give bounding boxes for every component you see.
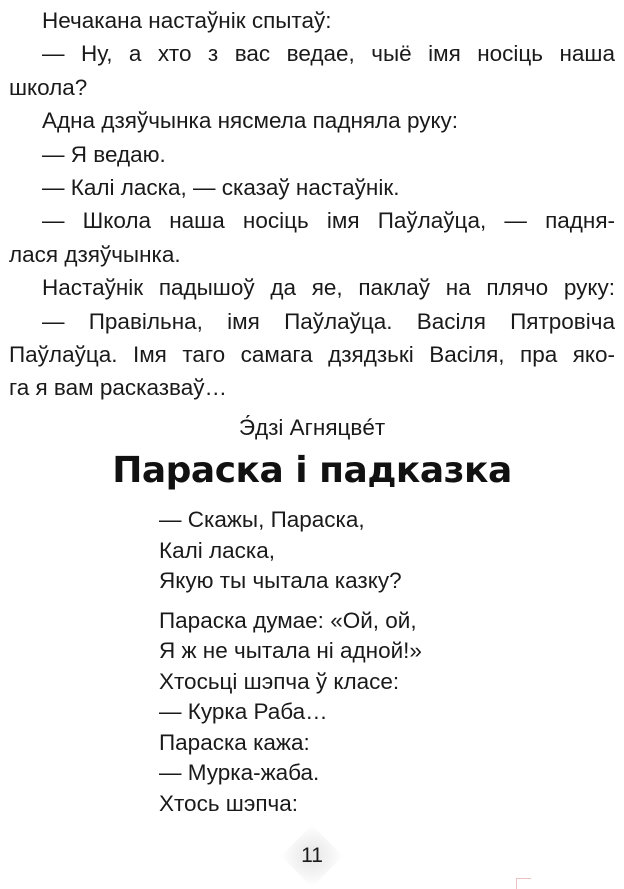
prose-line: лася дзяўчынка. [9, 241, 181, 267]
prose-line: Паўлаўца. Імя таго самага дзядзькі Васіля, пра яко- [9, 341, 615, 367]
prose-line: школа? [9, 74, 88, 100]
poem-line: Калі ласка, [159, 537, 275, 563]
prose-line: Адна дзяўчынка нясмела падняла руку: [42, 108, 459, 134]
poem-line: Параска думае: «Ой, ой, [159, 607, 417, 633]
crop-mark [516, 878, 531, 889]
prose-line: Настаўнік падышоў да яе, паклаў на плячо руку: [42, 275, 615, 301]
poem-title: Параска і падказка [112, 450, 512, 491]
poem-line: Якую ты чытала казку? [159, 568, 402, 593]
prose-line: — Правільна, імя Паўлаўца. Васіля Пятровіча [42, 308, 615, 334]
poem-author: Э́дзі Агняцвéт [238, 415, 386, 440]
prose-line: га я вам расказваў… [9, 375, 228, 401]
poem-stanza [159, 606, 422, 820]
prose-line: — Я ведаю. [42, 141, 166, 167]
poem-line: Я ж не чытала ні адной!» [159, 638, 422, 663]
poem-body [159, 505, 422, 828]
poem-line: — Скажы, Параска, [159, 507, 365, 532]
poem-line: — Курка Раба… [159, 699, 328, 724]
page-number-badge [282, 826, 342, 886]
prose-line: — Калі ласка, — сказаў настаўнік. [42, 174, 400, 200]
prose-line: — Школа наша носіць імя Паўлаўца, — падня- [42, 208, 615, 234]
poem-line: Хтось шэпча: [159, 790, 298, 816]
poem-stanza [159, 505, 422, 597]
poem-line: Хтосьці шэпча ў класе: [159, 668, 400, 694]
poem-line: — Мурка-жаба. [159, 760, 320, 785]
prose-line: — Ну, а хто з вас ведае, чыё імя носіць наша [42, 41, 615, 67]
poem-line: Параска кажа: [159, 729, 310, 755]
page-number: 11 [301, 844, 323, 867]
prose-line: Нечакана настаўнік спытаў: [42, 8, 332, 33]
story-text [9, 4, 615, 405]
